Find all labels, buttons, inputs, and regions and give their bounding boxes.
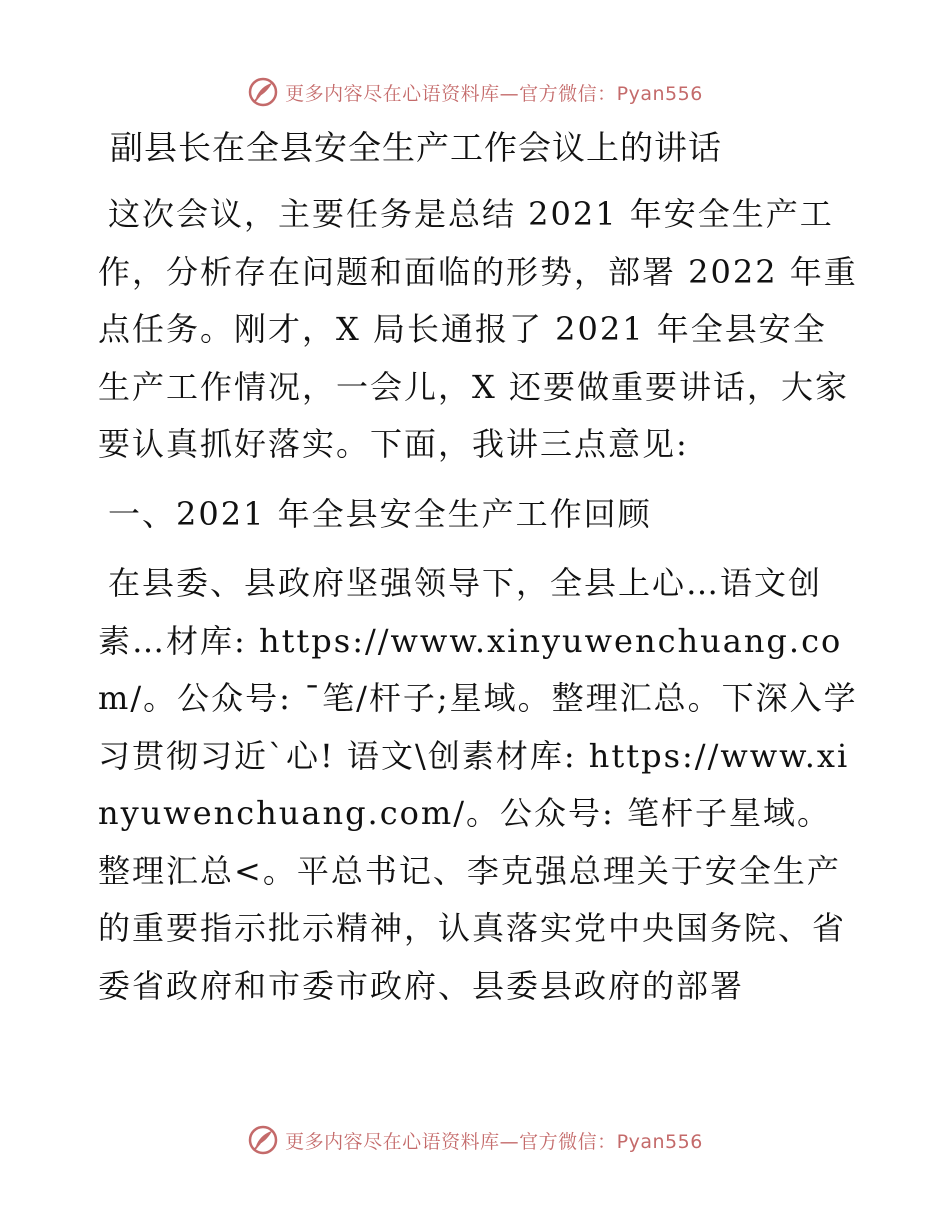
watermark-banner-top bbox=[0, 72, 950, 112]
watermark-banner-bottom bbox=[0, 1120, 950, 1160]
watermark-text: 更多内容尽在心语资料库—官方微信：Pyan556 bbox=[285, 82, 703, 105]
section-heading-1: 一、2021 年全县安全生产工作回顾 bbox=[108, 494, 652, 533]
quill-logo-icon bbox=[247, 76, 279, 108]
section-1-paragraph: 在县委、县政府坚强领导下，全县上心…语文创素…材库: https://www.xinyuwenchuang.com/。公众号: ¯笔/杆子;星域。整理汇总。下深入学习贯彻习近`心! 语文\创素材库: https://www.xinyuwenchuang.com/。公众号: 笔杆子星域。整理汇总<。平总书记、李克强总理关于安全生产的重要指示批示精神，认真落实党中央国务院、省委省政府和市委市政府、县委县政府的部署 bbox=[98, 564, 858, 1005]
document-body bbox=[98, 122, 858, 1027]
quill-logo-icon bbox=[247, 1124, 279, 1156]
intro-paragraph: 这次会议，主要任务是总结 2021 年安全生产工作，分析存在问题和面临的形势，部署 2022 年重点任务。刚才，X 局长通报了 2021 年全县安全生产工作情况，一会儿，X 还要做重要讲话，大家要认真抓好落实。下面，我讲三点意见: bbox=[98, 195, 858, 463]
watermark-text: 更多内容尽在心语资料库—官方微信：Pyan556 bbox=[285, 1130, 703, 1153]
document-title: 副县长在全县安全生产工作会议上的讲话 bbox=[110, 128, 722, 167]
